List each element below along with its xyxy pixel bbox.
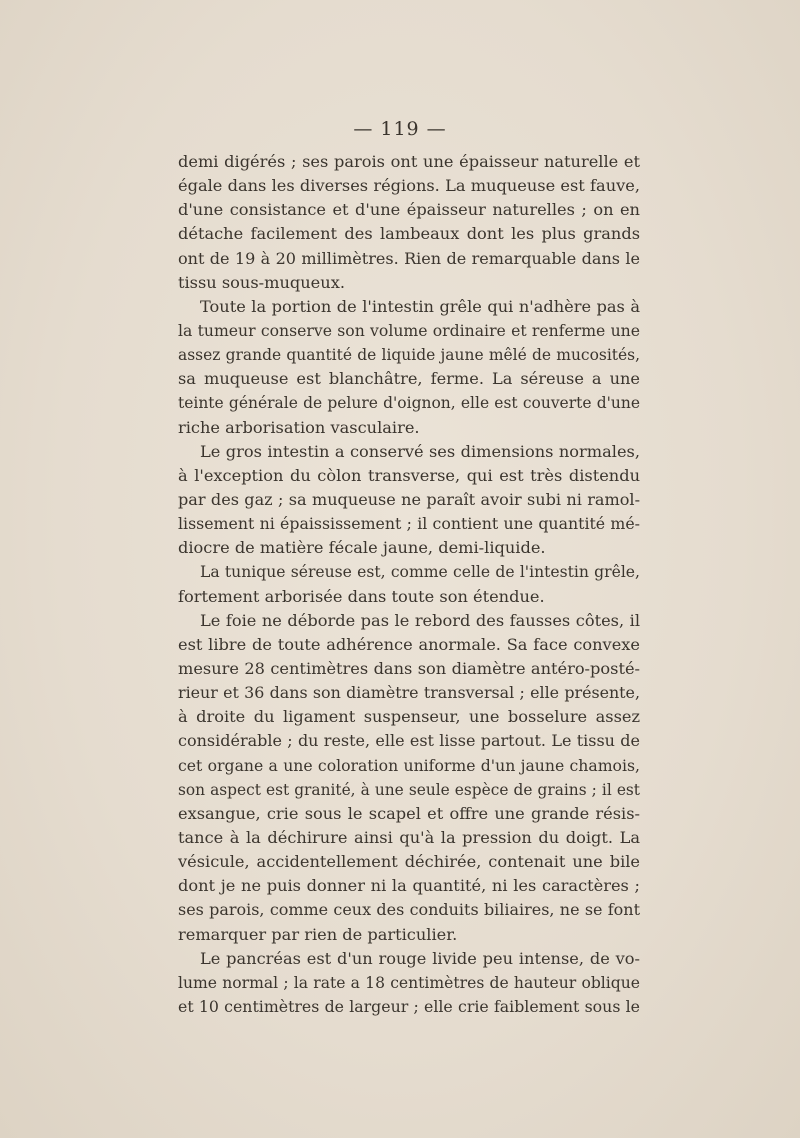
text-line: par des gaz ; sa muqueuse ne paraît avoir subi ni ramol-: [178, 489, 640, 509]
text-line: Le pancréas est d'un rouge livide peu intense, de vo-: [200, 948, 640, 968]
text-line: à droite du ligament suspenseur, une bosselure assez: [178, 707, 640, 727]
text-line: ses parois, comme ceux des conduits biliaires, ne se font: [178, 900, 640, 920]
text-line: d'une consistance et d'une épaisseur naturelles ; on en: [178, 200, 640, 220]
text-line: exsangue, crie sous le scapel et offre une grande résis-: [178, 803, 640, 823]
text-line: sa muqueuse est blanchâtre, ferme. La séreuse a une: [178, 369, 640, 389]
text-line: cet organe a une coloration uniforme d'un jaune chamois,: [178, 755, 640, 775]
text-line: demi digérés ; ses parois ont une épaisseur naturelle et: [178, 152, 640, 171]
text-line: vésicule, accidentellement déchirée, contenait une bile: [178, 852, 640, 872]
text-line: dont je ne puis donner ni la quantité, ni les caractères ;: [178, 876, 640, 896]
text-line: et 10 centimètres de largeur ; elle crie faiblement sous le: [178, 996, 640, 1016]
text-line: considérable ; du reste, elle est lisse partout. Le tissu de: [178, 731, 640, 751]
text-line: ont de 19 à 20 millimètres. Rien de remarquable dans le: [178, 248, 640, 268]
text-line: teinte générale de pelure d'oignon, elle est couverte d'une: [178, 394, 640, 413]
page-number: — 119 —: [353, 118, 447, 140]
text-line: tissu sous-muqueux.: [178, 272, 345, 292]
text-line: Le foie ne déborde pas le rebord des fausses côtes, il: [200, 610, 640, 630]
text-line: son aspect est granité, à une seule espèce de grains ; il est: [178, 780, 640, 799]
text-line: fortement arborisée dans toute son étendue.: [178, 586, 545, 606]
text-line: remarquer par rien de particulier.: [178, 924, 458, 944]
text-line: riche arborisation vasculaire.: [178, 417, 420, 437]
text-line: tance à la déchirure ainsi qu'à la pression du doigt. La: [178, 827, 640, 847]
text-line: rieur et 36 dans son diamètre transversal ; elle présente,: [178, 683, 640, 703]
text-line: La tunique séreuse est, comme celle de l'intestin grêle,: [200, 563, 640, 582]
text-line: lissement ni épaississement ; il contient une quantité mé-: [178, 514, 640, 534]
text-line: lume normal ; la rate a 18 centimètres de hauteur oblique: [178, 973, 640, 992]
text-line: à l'exception du còlon transverse, qui est très distendu: [178, 465, 640, 485]
text-line: détache facilement des lambeaux dont les plus grands: [178, 224, 640, 244]
text-line: assez grande quantité de liquide jaune mêlé de mucosités,: [178, 346, 640, 365]
text-line: diocre de matière fécale jaune, demi-liquide.: [178, 538, 546, 558]
text-line: la tumeur conserve son volume ordinaire et renferme une: [178, 320, 640, 340]
text-line: mesure 28 centimètres dans son diamètre antéro-posté-: [178, 658, 640, 678]
text-line: égale dans les diverses régions. La muqueuse est fauve,: [178, 176, 640, 196]
text-line: est libre de toute adhérence anormale. Sa face convexe: [178, 634, 640, 654]
body-text: [178, 150, 640, 1019]
text-line: Toute la portion de l'intestin grêle qui n'adhère pas à: [200, 296, 640, 316]
text-line: Le gros intestin a conservé ses dimensions normales,: [200, 441, 640, 461]
